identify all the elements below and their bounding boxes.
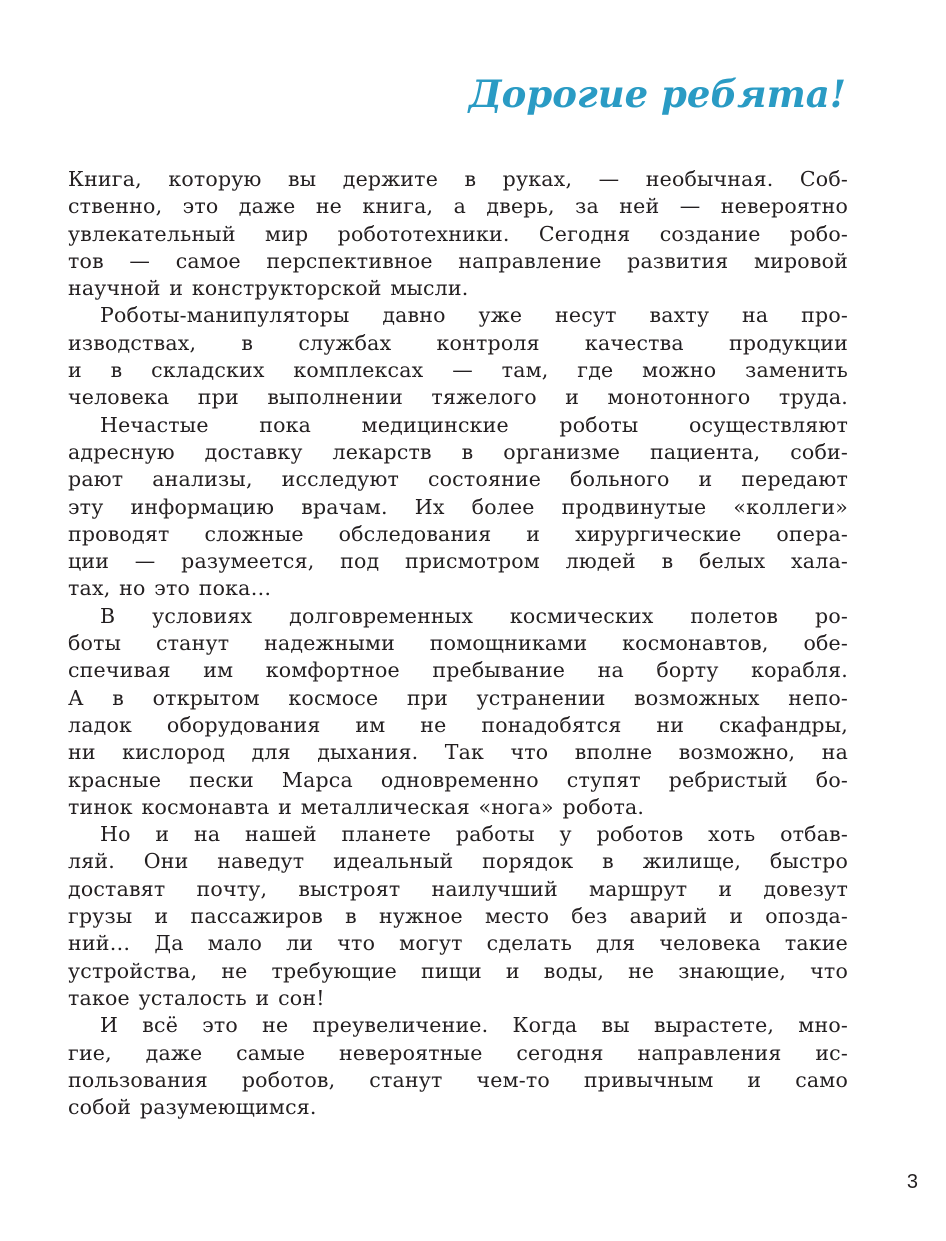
text-line: красные пески Марса одновременно ступят ребристый бо- xyxy=(68,767,848,792)
text-line: боты станут надежными помощниками космонавтов, обе- xyxy=(68,631,848,656)
text-line: Книга, которую вы держите в руках, — необычная. Соб- xyxy=(68,167,848,191)
paragraph xyxy=(68,166,848,302)
text-line: устройства, не требующие пищи и воды, не знающие, что xyxy=(68,958,848,983)
text-line: собой разумеющимся. xyxy=(68,1095,317,1120)
text-line: В условиях долговременных космических полетов ро- xyxy=(100,603,848,628)
text-line: пользования роботов, станут чем-то привычным и само xyxy=(68,1067,848,1092)
text-line: адресную доставку лекарств в организме пациента, соби- xyxy=(68,439,848,464)
text-line: А в открытом космосе при устранении возможных непо- xyxy=(68,685,848,710)
paragraph xyxy=(68,821,848,1012)
text-line: спечивая им комфортное пребывание на борту корабля. xyxy=(68,658,848,683)
text-line: ственно, это даже не книга, а дверь, за ней — невероятно xyxy=(68,194,848,219)
text-line: проводят сложные обследования и хирургические опера- xyxy=(68,521,848,546)
paragraph xyxy=(68,603,848,821)
text-line: И всё это не преувеличение. Когда вы вырастете, мно- xyxy=(100,1013,848,1038)
text-line: ний… Да мало ли что могут сделать для человека такие xyxy=(68,931,848,956)
text-line: Нечастые пока медицинские роботы осуществляют xyxy=(100,412,848,437)
text-line: гие, даже самые невероятные сегодня направления ис- xyxy=(68,1040,848,1065)
text-line: ции — разумеется, под присмотром людей в белых хала- xyxy=(68,549,848,574)
text-line: увлекательный мир робототехники. Сегодня создание робо- xyxy=(68,221,848,246)
text-line: эту информацию врачам. Их более продвинутые «коллеги» xyxy=(68,494,848,519)
text-line: человека при выполнении тяжелого и монотонного труда. xyxy=(68,385,848,410)
text-line: ладок оборудования им не понадобятся ни скафандры, xyxy=(68,712,848,737)
text-line: такое усталость и сон! xyxy=(68,985,325,1010)
text-line: и в складских комплексах — там, где можно заменить xyxy=(68,358,848,383)
paragraph xyxy=(68,412,848,603)
text-line: научной и конструкторской мысли. xyxy=(68,276,469,301)
text-line: ни кислород для дыхания. Так что вполне возможно, на xyxy=(68,740,848,765)
text-line: тинок космонавта и металлическая «нога» робота. xyxy=(68,794,645,819)
text-line: тах, но это пока… xyxy=(68,576,272,601)
paragraph xyxy=(68,1012,848,1121)
page-title: Дорогие ребята! xyxy=(468,72,846,116)
text-line: доставят почту, выстроят наилучший маршрут и довезут xyxy=(68,876,848,901)
text-line: тов — самое перспективное направление развития мировой xyxy=(68,248,848,273)
text-line: ляй. Они наведут идеальный порядок в жилище, быстро xyxy=(68,849,848,874)
text-line: Но и на нашей планете работы у роботов хоть отбав- xyxy=(100,822,848,847)
text-line: рают анализы, исследуют состояние больного и передают xyxy=(68,467,848,492)
text-line: грузы и пассажиров в нужное место без аварий и опозда- xyxy=(68,904,848,929)
paragraph xyxy=(68,302,848,411)
page-number: 3 xyxy=(906,1171,918,1193)
text-line: Роботы-манипуляторы давно уже несут вахту на про- xyxy=(100,303,848,328)
text-line: изводствах, в службах контроля качества продукции xyxy=(68,330,848,355)
body-text xyxy=(68,166,848,1121)
